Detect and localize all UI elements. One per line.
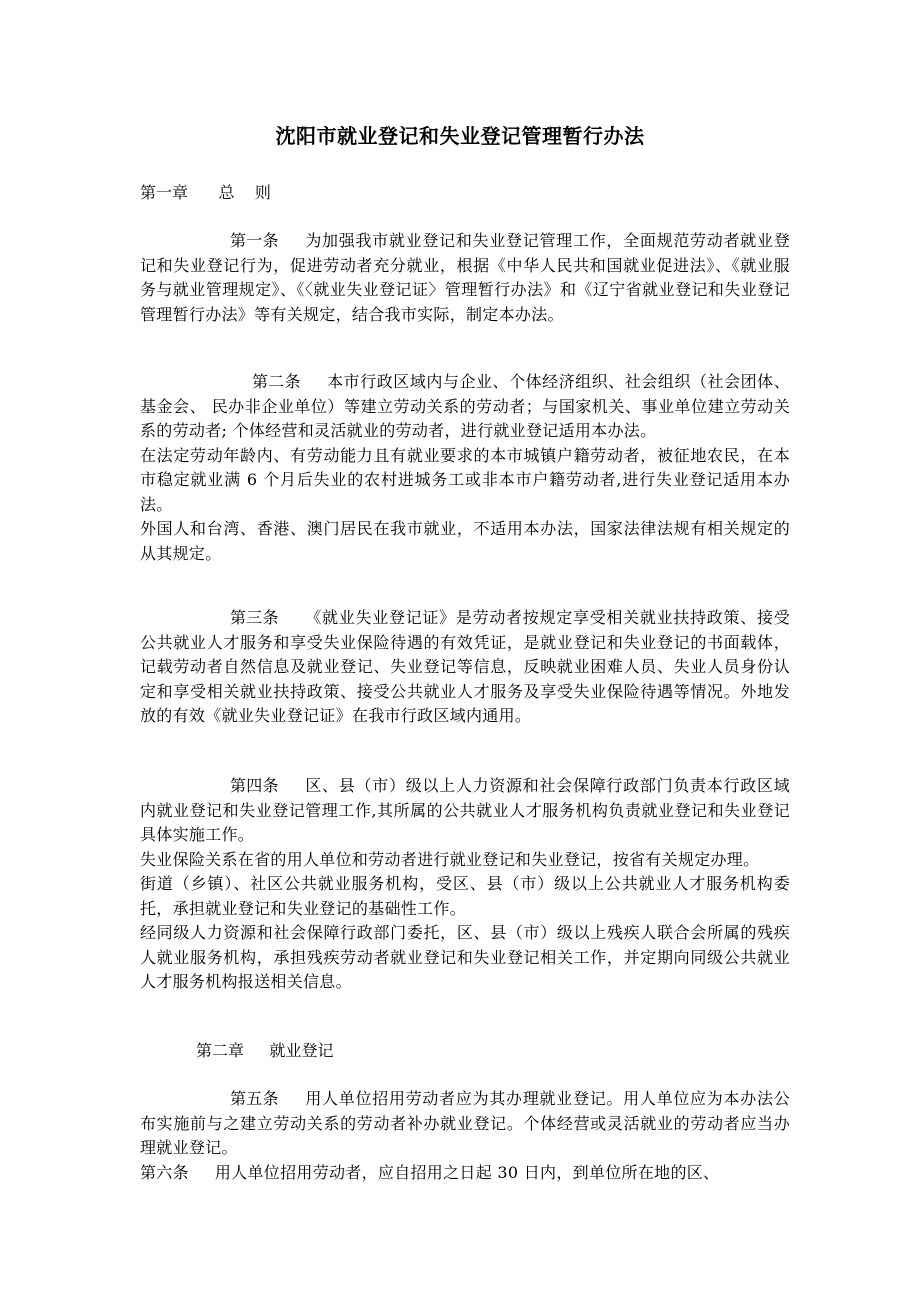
article-1-text: 为加强我市就业登记和失业登记管理工作，全面规范劳动者就业登记和失业登记行为，促进劳动者充分就业，根据《中华人民共和国就业促进法》、《就业服务与就业管理规定》、《〈就业失业登记证〉管理暂行办法》和《辽宁省就业登记和失业登记管理暂行办法》等有关规定，结合我市实际，制定本办法。 <box>140 231 790 324</box>
chapter-1-name: 总 则 <box>218 183 271 202</box>
article-1 <box>140 229 790 327</box>
article-2 <box>140 370 790 566</box>
article-1-label: 第一条 <box>230 231 279 250</box>
article-6-text: 用人单位招用劳动者，应自招用之日起 30 日内，到单位所在地的区、 <box>214 1162 720 1182</box>
article-2-label: 第二条 <box>252 372 301 391</box>
chapter-2-label: 第二章 <box>196 1041 245 1060</box>
chapter-2-name: 就业登记 <box>269 1041 334 1060</box>
article-5-label: 第五条 <box>230 1089 279 1108</box>
document-title: 沈阳市就业登记和失业登记管理暂行办法 <box>275 124 645 148</box>
article-4-label: 第四条 <box>230 776 279 795</box>
article-4-paragraph-2: 失业保险关系在省的用人单位和劳动者进行就业登记和失业登记，按省有关规定办理。 <box>140 849 760 869</box>
article-5 <box>140 1087 790 1185</box>
article-4-paragraph-4: 经同级人力资源和社会保障行政部门委托，区、县（市）级以上残疾人联合会所属的残疾人就业服务机构，承担残疾劳动者就业登记和失业登记相关工作，并定期向同级公共就业人才服务机构报送相关信息。 <box>140 923 790 991</box>
article-5-text: 用人单位招用劳动者应为其办理就业登记。用人单位应为本办法公布实施前与之建立劳动关系的劳动者补办就业登记。个体经营或灵活就业的劳动者应当办理就业登记。 <box>140 1089 790 1157</box>
article-3-label: 第三条 <box>230 608 279 627</box>
chapter-2-heading <box>196 1039 333 1064</box>
chapter-1-label: 第一章 <box>140 183 189 202</box>
article-2-paragraph-3: 外国人和台湾、香港、澳门居民在我市就业，不适用本办法，国家法律法规有相关规定的从其规定。 <box>140 519 790 563</box>
article-4-text: 区、县（市）级以上人力资源和社会保障行政部门负责本行政区域内就业登记和失业登记管理工作,其所属的公共就业人才服务机构负责就业登记和失业登记具体实施工作。 <box>140 776 790 844</box>
article-2-text: 本市行政区域内与企业、个体经济组织、社会组织（社会团体、基金会、 民办非企业单位）等建立劳动关系的劳动者；与国家机关、事业单位建立劳动关系的劳动者; 个体经营和灵活就业的劳动者，进行就业登记适用本办法。 <box>140 372 790 440</box>
article-3 <box>140 606 790 729</box>
article-3-text: 《就业失业登记证》是劳动者按规定享受相关就业扶持政策、接受公共就业人才服务和享受失业保险待遇的有效凭证，是就业登记和失业登记的书面载体，记载劳动者自然信息及就业登记、失业登记等信息，反映就业困难人员、失业人员身份认定和享受相关就业扶持政策、接受公共就业人才服务及享受失业保险待遇等情况。外地发放的有效《就业失业登记证》在我市行政区域内通用。 <box>140 608 790 725</box>
article-4-paragraph-3: 街道（乡镇）、社区公共就业服务机构，受区、县（市）级以上公共就业人才服务机构委托，承担就业登记和失业登记的基础性工作。 <box>140 874 790 918</box>
article-4 <box>140 774 790 995</box>
article-6-label: 第六条 <box>140 1162 189 1182</box>
chapter-1-heading <box>140 181 271 206</box>
article-2-paragraph-2: 在法定劳动年龄内、有劳动能力且有就业要求的本市城镇户籍劳动者，被征地农民，在本市稳定就业满 6 个月后失业的农村进城务工或非本市户籍劳动者,进行失业登记适用本办法。 <box>140 445 790 514</box>
